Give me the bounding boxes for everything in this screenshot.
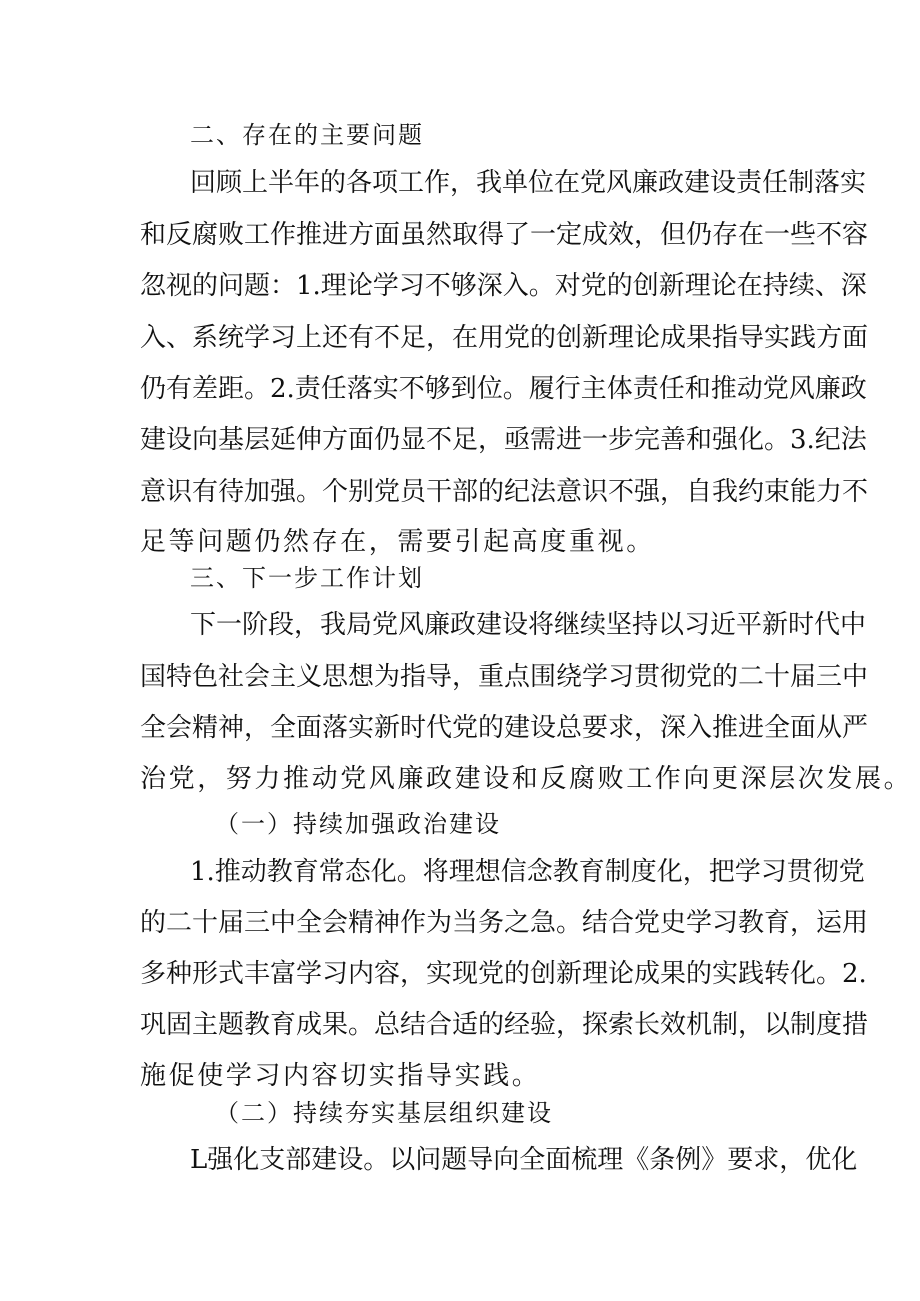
paragraph-line: 意识有待加强。个别党员干部的纪法意识不强，自我约束能力不 (140, 477, 869, 507)
paragraph-line: 下一阶段，我局党风廉政建设将继续坚持以习近平新时代中 (190, 610, 867, 640)
paragraph-line: 巩固主题教育成果。总结合适的经验，探索长效机制，以制度措 (140, 1010, 869, 1040)
paragraph-line: 国特色社会主义思想为指导，重点围绕学习贯彻党的二十届三中 (140, 662, 869, 692)
paragraph-line: 入、系统学习上还有不足，在用党的创新理论成果指导实践方面 (140, 323, 869, 353)
paragraph-line: 多种形式丰富学习内容，实现党的创新理论成果的实践转化。2. (140, 959, 867, 989)
paragraph-line: 和反腐败工作推进方面虽然取得了一定成效，但仍存在一些不容 (140, 220, 869, 250)
subsection-heading-grassroots: （二）持续夯实基层组织建设 (215, 1099, 553, 1127)
paragraph-line: 全会精神，全面落实新时代党的建设总要求，深入推进全面从严 (140, 713, 869, 743)
subsection-heading-political: （一）持续加强政治建设 (215, 810, 501, 838)
paragraph-line: 足等问题仍然存在，需要引起高度重视。 (140, 527, 655, 557)
paragraph-line: 仍有差距。2.责任落实不够到位。履行主体责任和推动党风廉政 (140, 374, 867, 404)
paragraph-line: L强化支部建设。以问题导向全面梳理《条例》要求，优化 (190, 1145, 858, 1175)
paragraph-line: 1.推动教育常态化。将理想信念教育制度化，把学习贯彻党 (190, 857, 865, 887)
paragraph-line: 的二十届三中全会精神作为当务之急。结合党史学习教育，运用 (140, 908, 869, 938)
paragraph-line: 施促使学习内容切实指导实践。 (140, 1061, 541, 1091)
section-heading-next-steps: 三、下一步工作计划 (190, 564, 424, 592)
paragraph-line: 忽视的问题：1.理论学习不够深入。对党的创新理论在持续、深 (140, 271, 867, 301)
paragraph-line: 治党，努力推动党风廉政建设和反腐败工作向更深层次发展。 (140, 764, 913, 794)
paragraph-line: 建设向基层延伸方面仍显不足，亟需进一步完善和强化。3.纪法 (140, 425, 867, 455)
section-heading-problems: 二、存在的主要问题 (190, 121, 424, 149)
paragraph-line: 回顾上半年的各项工作，我单位在党风廉政建设责任制落实 (190, 168, 867, 198)
